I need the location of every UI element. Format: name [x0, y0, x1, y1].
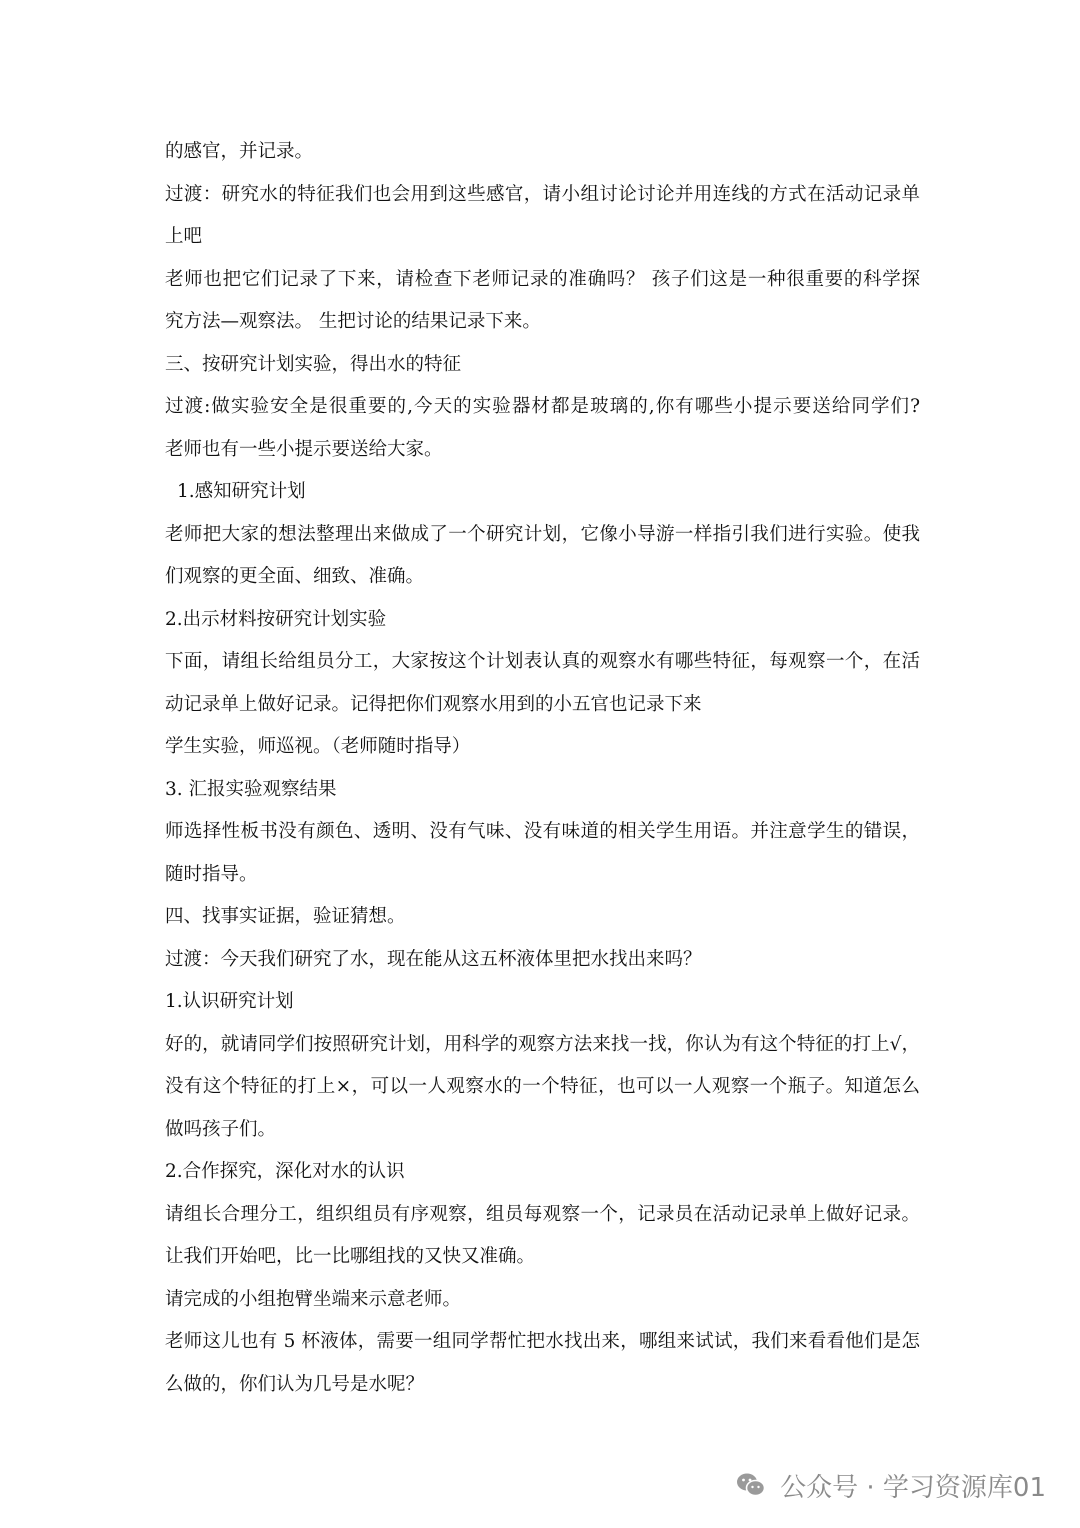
text-line: 上吧	[165, 226, 203, 247]
wechat-icon	[736, 1471, 766, 1499]
text-line: 动记录单上做好记录。记得把你们观察水用到的小五官也记录下来	[165, 693, 702, 715]
text-line: 么做的，你们认为几号是水呢？	[165, 1373, 425, 1395]
text-line: 老师把大家的想法整理出来做成了一个研究计划，它像小导游一样指引我们进行实验。使我	[165, 523, 920, 545]
section-heading: 四、找事实证据，验证猜想。	[165, 906, 406, 927]
text-line: 们观察的更全面、细致、准确。	[165, 566, 425, 587]
subsection-heading: 1.感知研究计划	[177, 481, 306, 502]
text-line: 师选择性板书没有颜色、透明、没有气味、没有味道的相关学生用语。并注意学生的错误，	[165, 821, 920, 842]
text-line: 过渡：研究水的特征我们也会用到这些感官，请小组讨论讨论并用连线的方式在活动记录单	[165, 183, 920, 205]
watermark-text: 公众号 · 学习资源库01	[780, 1472, 1046, 1503]
text-line: 让我们开始吧，比一比哪组找的又快又准确。	[165, 1246, 536, 1267]
text-line: 随时指导。	[165, 863, 258, 885]
section-heading: 三、按研究计划实验，得出水的特征	[165, 353, 462, 375]
text-line: 下面，请组长给组员分工，大家按这个计划表认真的观察水有哪些特征，每观察一个，在活	[165, 651, 920, 672]
watermark	[736, 1462, 1046, 1508]
subsection-heading: 2.出示材料按研究计划实验	[165, 608, 387, 630]
text-line: 请完成的小组抱臂坐端来示意老师。	[165, 1288, 462, 1310]
text-line: 好的，就请同学们按照研究计划，用科学的观察方法来找一找，你认为有这个特征的打上√，	[165, 1033, 920, 1055]
subsection-heading: 1.认识研究计划	[165, 991, 294, 1012]
text-line: 究方法—观察法。 生把讨论的结果记录下来。	[165, 311, 541, 332]
text-line: 没有这个特征的打上×，可以一人观察水的一个特征，也可以一人观察一个瓶子。知道怎么	[165, 1076, 920, 1097]
subsection-heading: 2.合作探究，深化对水的认识	[165, 1161, 405, 1182]
subsection-heading: 3. 汇报实验观察结果	[165, 778, 337, 800]
text-line: 过渡：今天我们研究了水，现在能从这五杯液体里把水找出来吗？	[165, 948, 702, 970]
text-line: 做吗孩子们。	[165, 1118, 277, 1140]
text-line: 老师也有一些小提示要送给大家。	[165, 438, 443, 460]
text-line: 过渡:做实验安全是很重要的,今天的实验器材都是玻璃的,你有哪些小提示要送给同学们?	[165, 396, 920, 417]
text-line: 学生实验，师巡视。（老师随时指导）	[165, 736, 471, 757]
text-line: 老师也把它们记录了下来，请检查下老师记录的准确吗？ 孩子们这是一种很重要的科学探	[165, 268, 920, 290]
document-page	[165, 131, 920, 1406]
text-line: 的感官，并记录。	[165, 141, 314, 162]
text-line: 请组长合理分工，组织组员有序观察，组员每观察一个，记录员在活动记录单上做好记录。	[165, 1203, 920, 1225]
text-line: 老师这儿也有 5 杯液体，需要一组同学帮忙把水找出来，哪组来试试，我们来看看他们是怎	[165, 1331, 920, 1352]
